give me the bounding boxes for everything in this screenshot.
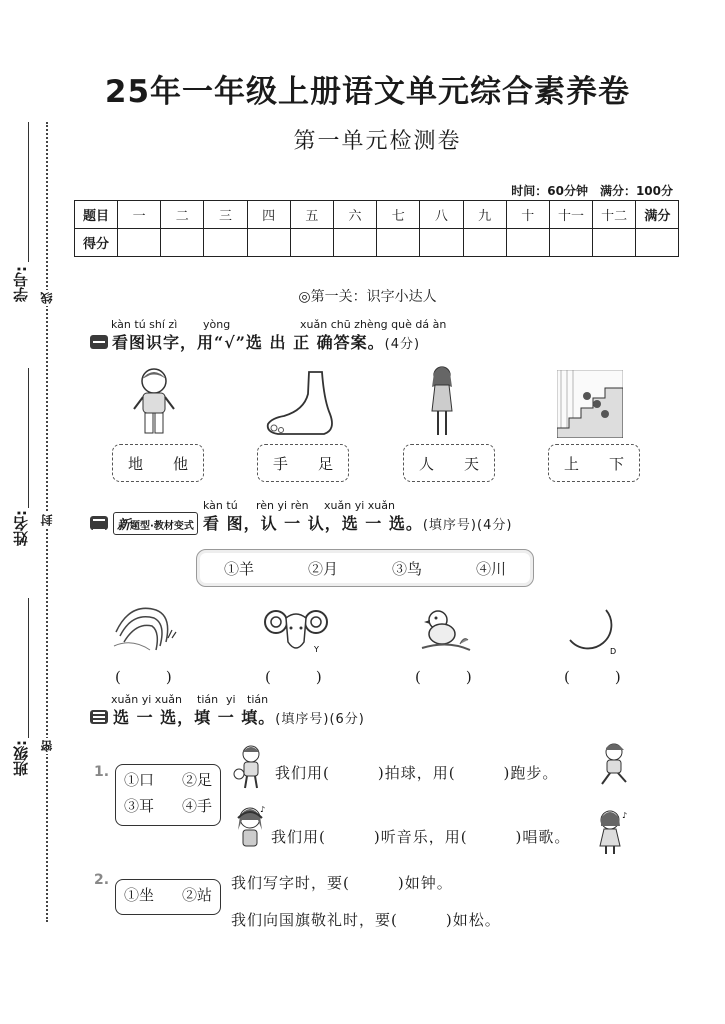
q1-option-box[interactable] xyxy=(257,444,349,482)
score-col: 五 xyxy=(290,201,333,229)
score-cell[interactable] xyxy=(333,229,376,257)
river-icon xyxy=(112,602,180,654)
q1-points: (4分) xyxy=(384,337,421,352)
q2-instruction xyxy=(203,511,512,534)
score-cell[interactable] xyxy=(290,229,333,257)
score-col: 六 xyxy=(333,201,376,229)
score-cell[interactable] xyxy=(549,229,592,257)
boy-ball-icon xyxy=(233,744,267,790)
option-char[interactable]: 足 xyxy=(317,454,333,473)
word-option: ②足 xyxy=(181,771,212,789)
girl-music-icon xyxy=(232,804,268,850)
svg-text:♪: ♪ xyxy=(260,805,266,814)
q3-item2-number: 2. xyxy=(94,872,110,888)
word-option: ②站 xyxy=(181,886,212,904)
word-option: ①口 xyxy=(124,771,155,789)
singing-girl-icon xyxy=(592,808,630,856)
score-col: 九 xyxy=(463,201,506,229)
score-table-row-label: 题目 xyxy=(75,201,118,229)
q3-item2-sentence: 我们写字时，要( )如钟。 xyxy=(231,874,453,892)
question-number-icon xyxy=(90,335,108,349)
q2-answer-blank[interactable]: ( ) xyxy=(564,668,621,686)
q1-option-box[interactable] xyxy=(112,444,204,482)
wordbox-row xyxy=(124,882,212,908)
score-cell[interactable] xyxy=(593,229,636,257)
score-col: 三 xyxy=(204,201,247,229)
score-cell[interactable] xyxy=(377,229,420,257)
score-cell[interactable] xyxy=(204,229,247,257)
q2-tag xyxy=(113,512,198,535)
q1-pinyin: kàn tú shí zì xyxy=(111,318,178,331)
page-subtitle: 第一单元检测卷 xyxy=(293,129,462,154)
word-option: ①坐 xyxy=(124,886,155,904)
q2-pinyin: xuǎn yi xuǎn xyxy=(324,499,395,512)
q2-answer-blank[interactable]: ( ) xyxy=(265,668,322,686)
score-col: 十 xyxy=(506,201,549,229)
q3-item1-sentence: 我们用( )拍球，用( )跑步。 xyxy=(275,764,559,782)
svg-text:D: D xyxy=(610,647,617,656)
q3-item2-sentence: 我们向国旗敬礼时，要( )如松。 xyxy=(231,911,501,929)
score-table-score-row xyxy=(75,229,679,257)
option-char[interactable]: 天 xyxy=(463,454,479,473)
score-col: 八 xyxy=(420,201,463,229)
option-char[interactable]: 人 xyxy=(418,454,434,473)
option-char[interactable]: 手 xyxy=(272,454,288,473)
level-title: ◎第一关：识字小达人 xyxy=(298,289,437,305)
score-cell[interactable] xyxy=(118,229,161,257)
q3-pinyin: tián xyxy=(197,693,219,706)
class-label: 班级: xyxy=(12,740,30,776)
score-col: 十一 xyxy=(549,201,592,229)
q2-choice-bar xyxy=(196,549,534,587)
option-char[interactable]: 下 xyxy=(608,454,624,473)
wordbox-row xyxy=(124,793,212,819)
child-boy-icon xyxy=(128,365,180,439)
svg-text:Y: Y xyxy=(314,645,319,654)
q3-item1-number: 1. xyxy=(94,764,110,780)
q3-pinyin: yi xyxy=(226,693,236,706)
q1-pinyin: xuǎn chū zhèng què dá àn xyxy=(300,318,447,331)
time-info: 时间：60分钟 满分：100分 xyxy=(511,184,673,198)
q3-item1-sentence: 我们用( )听音乐，用( )唱歌。 xyxy=(271,828,571,846)
svg-text:♪: ♪ xyxy=(622,811,628,820)
score-cell[interactable] xyxy=(161,229,204,257)
name-line xyxy=(28,368,29,508)
running-boy-icon xyxy=(594,742,634,788)
class-line xyxy=(28,598,29,738)
ram-icon xyxy=(262,604,330,656)
page-title: 25年一年级上册语文单元综合素养卷 xyxy=(104,74,631,110)
bird-icon xyxy=(418,604,474,656)
score-cell[interactable] xyxy=(420,229,463,257)
score-col: 二 xyxy=(161,201,204,229)
score-table xyxy=(74,200,679,257)
word-option: ③耳 xyxy=(124,797,155,815)
option-char[interactable]: 他 xyxy=(172,454,188,473)
choice-item: ②月 xyxy=(307,559,338,578)
new-question-tag: 新题型·教材变式 xyxy=(113,512,198,535)
q2-points: (填序号)(4分) xyxy=(422,518,513,533)
q2-text: 看 图，认 一 认，选 一 选。 xyxy=(203,514,423,533)
q1-instruction xyxy=(112,330,420,353)
foot-icon xyxy=(264,370,340,438)
q3-points: (填序号)(6分) xyxy=(275,712,365,727)
q2-pinyin: rèn yi rèn xyxy=(256,499,309,512)
score-cell[interactable] xyxy=(463,229,506,257)
seal-seal-mark: 封 xyxy=(40,514,54,526)
q1-pinyin: yòng xyxy=(203,318,231,331)
q2-answer-blank[interactable]: ( ) xyxy=(115,668,172,686)
seal-line-mark: 线 xyxy=(40,292,54,304)
q3-item2-wordbox xyxy=(115,879,221,915)
name-label: 姓名: xyxy=(12,510,30,546)
score-col: 满分 xyxy=(636,201,679,229)
score-col: 十二 xyxy=(593,201,636,229)
q2-answer-blank[interactable]: ( ) xyxy=(415,668,472,686)
seal-secret-mark: 密 xyxy=(40,740,54,752)
q3-text: 选 一 选，填 一 填。 xyxy=(113,708,276,727)
score-cell[interactable] xyxy=(506,229,549,257)
stairs-children-icon xyxy=(557,370,623,438)
question-number-icon xyxy=(90,710,108,724)
q1-option-box[interactable] xyxy=(548,444,640,482)
student-no-label: 学号: xyxy=(12,266,30,302)
wordbox-row xyxy=(124,767,212,793)
choice-item: ①羊 xyxy=(223,559,254,578)
q3-item1-wordbox xyxy=(115,764,221,826)
q2-pinyin: kàn tú xyxy=(203,499,238,512)
moon-icon xyxy=(566,606,622,656)
score-cell[interactable] xyxy=(247,229,290,257)
score-table-header-row xyxy=(75,201,679,229)
q3-pinyin: xuǎn yi xuǎn xyxy=(111,693,182,706)
question-number-icon xyxy=(90,516,108,530)
word-option: ④手 xyxy=(181,797,212,815)
option-char[interactable]: 上 xyxy=(563,454,579,473)
score-col: 四 xyxy=(247,201,290,229)
score-cell[interactable] xyxy=(636,229,679,257)
q3-pinyin: tián xyxy=(247,693,269,706)
q1-text: 看图识字，用“√”选 出 正 确答案。 xyxy=(112,333,385,352)
score-table-row-label: 得分 xyxy=(75,229,118,257)
q3-instruction xyxy=(113,705,365,728)
choice-item: ③鸟 xyxy=(391,559,422,578)
score-col: 七 xyxy=(377,201,420,229)
option-char[interactable]: 地 xyxy=(127,454,143,473)
choice-item: ④川 xyxy=(475,559,506,578)
score-col: 一 xyxy=(118,201,161,229)
woman-icon xyxy=(426,365,458,439)
q1-option-box[interactable] xyxy=(403,444,495,482)
